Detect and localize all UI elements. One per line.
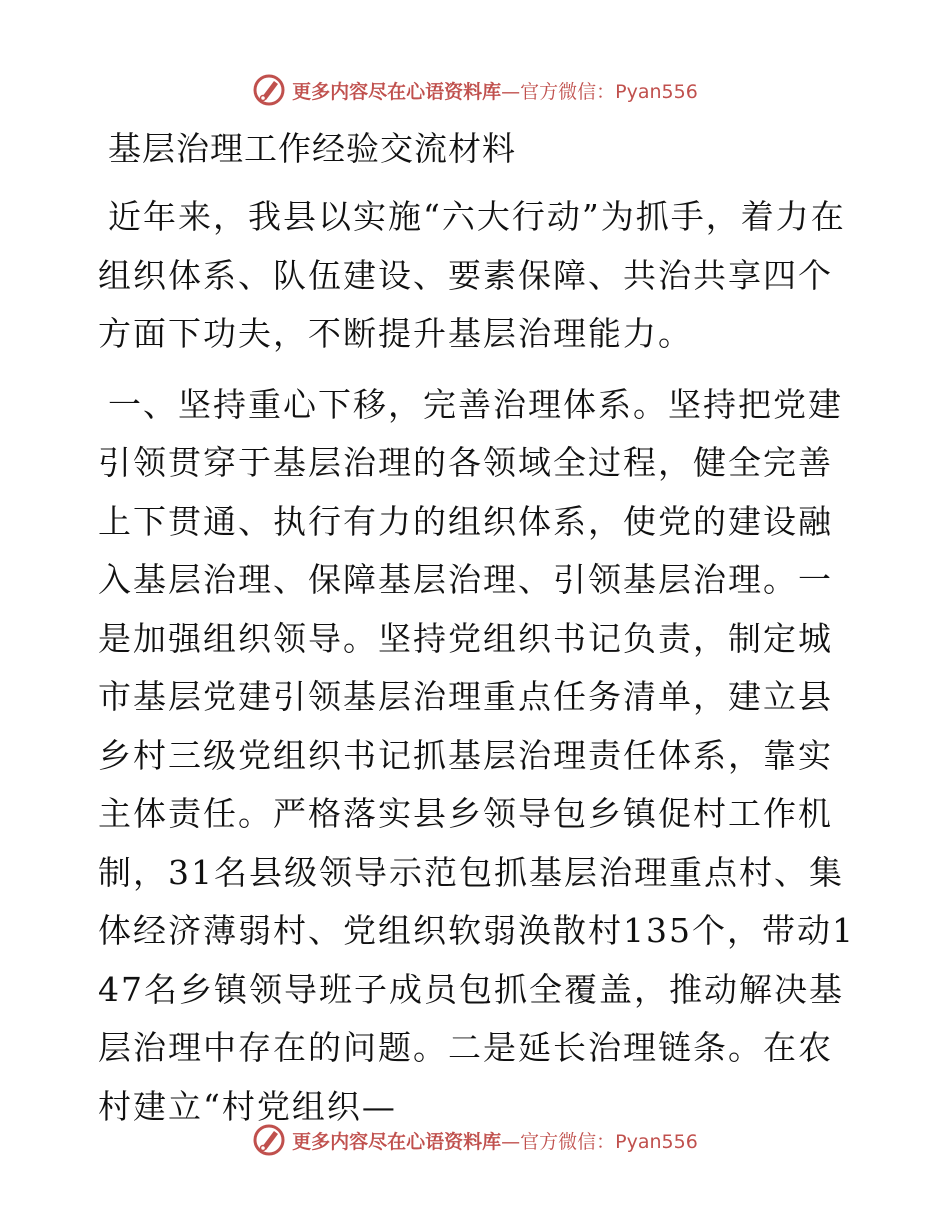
footer-banner xyxy=(0,1120,950,1160)
document-body xyxy=(98,124,858,1148)
paragraph-section-one: 一、坚持重心下移，完善治理体系。坚持把党建引领贯穿于基层治理的各领域全过程，健全完善上下贯通、执行有力的组织体系，使党的建设融入基层治理、保障基层治理、引领基层治理。一是加强组织领导。坚持党组织书记负责，制定城市基层党建引领基层治理重点任务清单，建立县乡村三级党组织书记抓基层治理责任体系，靠实主体责任。严格落实县乡领导包乡镇促村工作机制，31名县级领导示范包抓基层治理重点村、集体经济薄弱村、党组织软弱涣散村135个，带动147名乡镇领导班子成员包抓全覆盖，推动解决基层治理中存在的问题。二是延长治理链条。在农村建立“村党组织— xyxy=(98,384,855,1126)
brand-logo-icon xyxy=(252,1123,286,1157)
banner-text xyxy=(292,1127,698,1154)
banner-text xyxy=(292,77,698,104)
paragraph-intro: 近年来，我县以实施“六大行动”为抓手，着力在组织体系、队伍建设、要素保障、共治共享四个方面下功夫，不断提升基层治理能力。 xyxy=(98,197,846,353)
banner-suffix-text: —官方微信：Pyan556 xyxy=(501,80,698,103)
banner-main-text: 更多内容尽在心语资料库 xyxy=(292,80,502,103)
banner-main-text: 更多内容尽在心语资料库 xyxy=(292,1130,502,1153)
brand-logo-icon xyxy=(252,73,286,107)
document-title: 基层治理工作经验交流材料 xyxy=(108,129,516,168)
banner-suffix-text: —官方微信：Pyan556 xyxy=(501,1130,698,1153)
header-banner xyxy=(0,70,950,110)
